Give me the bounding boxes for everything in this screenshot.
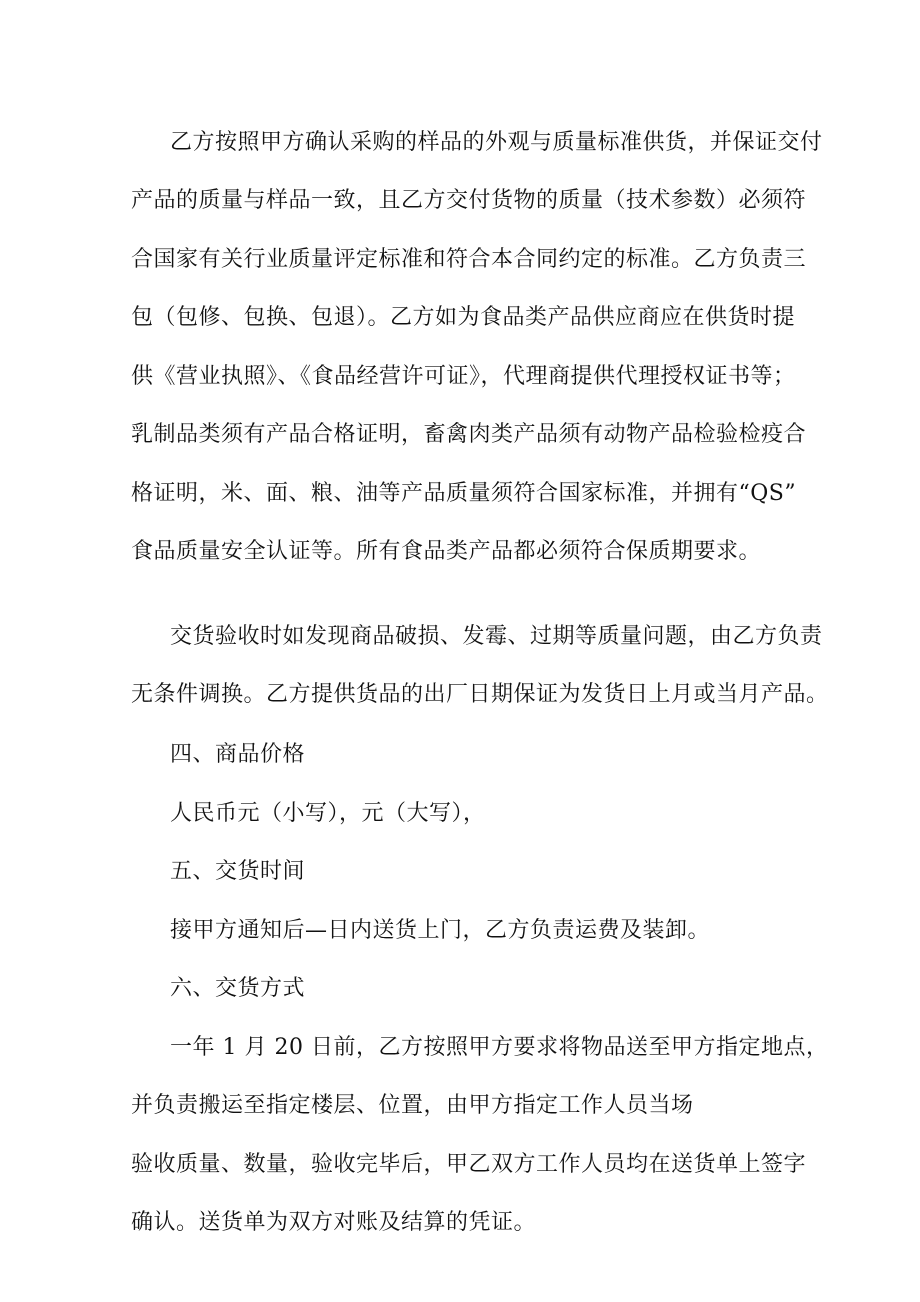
heading-delivery-time: 五、交货时间 — [170, 859, 306, 884]
delivery-time-text: 接甲方通知后—日内送货上门，乙方负责运费及装卸。 — [170, 918, 711, 943]
paragraph-7-line-2: 确认。送货单为双方对账及结算的凭证。 — [131, 1210, 537, 1235]
paragraph-2-line-1: 交货验收时如发现商品破损、发霉、过期等质量问题，由乙方负责 — [170, 624, 823, 649]
paragraph-1-line-4: 包（包修、包换、包退）。乙方如为食品类产品供应商应在供货时提 — [131, 305, 796, 330]
paragraph-1-line-7: 格证明，米、面、粮、油等产品质量须符合国家标准，并拥有“QS” — [131, 481, 797, 506]
paragraph-1-line-5: 供《营业执照》、《食品经营许可证》，代理商提供代理授权证书等； — [131, 364, 796, 389]
paragraph-1-line-6: 乳制品类须有产品合格证明，畜禽肉类产品须有动物产品检验检疫合 — [131, 422, 807, 447]
paragraph-2-line-2: 无条件调换。乙方提供货品的出厂日期保证为发货日上月或当月产品。 — [131, 682, 829, 707]
paragraph-1-line-1: 乙方按照甲方确认采购的样品的外观与质量标准供货，并保证交付 — [170, 130, 823, 155]
price-line: 人民币元（小写），元（大写）， — [170, 801, 486, 826]
paragraph-6-line-1: 一年 1 月 20 日前，乙方按照甲方要求将物品送至甲方指定地点， — [170, 1035, 829, 1060]
paragraph-1-line-8: 食品质量安全认证等。所有食品类产品都必须符合保质期要求。 — [131, 539, 762, 564]
heading-delivery-method: 六、交货方式 — [170, 976, 306, 1001]
paragraph-1-line-2: 产品的质量与样品一致，且乙方交付货物的质量（技术参数）必须符 — [131, 188, 807, 213]
paragraph-1-line-3: 合国家有关行业质量评定标准和符合本合同约定的标准。乙方负责三 — [131, 247, 807, 272]
paragraph-6-line-2: 并负责搬运至指定楼层、位置，由甲方指定工作人员当场 — [131, 1093, 694, 1118]
paragraph-7-line-1: 验收质量、数量，验收完毕后，甲乙双方工作人员均在送货单上签字 — [131, 1152, 807, 1177]
heading-commodity-price: 四、商品价格 — [170, 742, 306, 767]
